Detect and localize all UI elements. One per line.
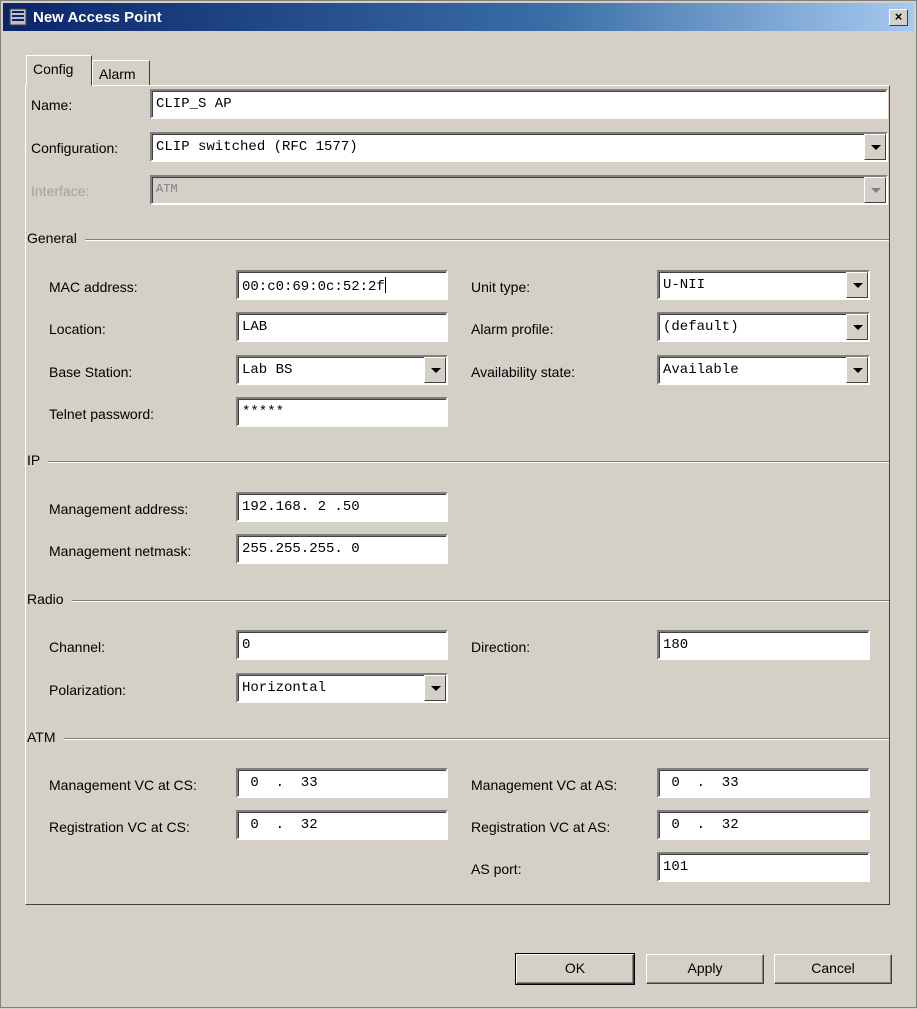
polarization-value: Horizontal	[242, 680, 327, 696]
direction-input[interactable]: 180	[657, 630, 870, 660]
location-label: Location:	[49, 321, 106, 337]
interface-select	[150, 175, 888, 205]
registration-vc-as-input[interactable]: 0 . 32	[657, 810, 870, 840]
telnet-password-input[interactable]: *****	[236, 397, 448, 427]
chevron-down-icon[interactable]	[864, 134, 886, 160]
ip-section	[27, 452, 889, 472]
mac-address-label: MAC address:	[49, 279, 138, 295]
management-netmask-input[interactable]: 255.255.255. 0	[236, 534, 448, 564]
direction-label: Direction:	[471, 639, 531, 655]
tab-alarm-label: Alarm	[99, 66, 136, 82]
configuration-select[interactable]	[150, 132, 888, 162]
mac-address-input[interactable]	[236, 270, 448, 300]
base-station-label: Base Station:	[49, 364, 133, 380]
base-station-select[interactable]	[236, 355, 448, 385]
general-title: General	[27, 230, 85, 246]
unit-type-label: Unit type:	[471, 279, 531, 295]
location-input[interactable]: LAB	[236, 312, 448, 342]
alarm-profile-label: Alarm profile:	[471, 321, 554, 337]
close-icon: ×	[894, 9, 903, 24]
chevron-down-icon[interactable]	[846, 272, 868, 298]
channel-input[interactable]: 0	[236, 630, 448, 660]
ok-button[interactable]: OK	[516, 954, 634, 984]
mac-address-value: 00:c0:69:0c:52:2f	[242, 279, 385, 295]
chevron-down-icon[interactable]	[424, 357, 446, 383]
registration-vc-cs-input[interactable]: 0 . 32	[236, 810, 448, 840]
atm-title: ATM	[27, 729, 64, 745]
window-title: New Access Point	[33, 9, 162, 26]
chevron-down-icon	[864, 177, 886, 203]
name-input[interactable]: CLIP_S AP	[150, 89, 888, 119]
radio-section	[27, 591, 889, 611]
telnet-password-label: Telnet password:	[49, 406, 155, 422]
interface-value: ATM	[156, 182, 178, 196]
chevron-down-icon[interactable]	[424, 675, 446, 701]
configuration-label: Configuration:	[31, 140, 119, 156]
general-section	[27, 230, 889, 250]
chevron-down-icon[interactable]	[846, 357, 868, 383]
management-vc-as-label: Management VC at AS:	[471, 777, 618, 793]
as-port-label: AS port:	[471, 861, 522, 877]
alarm-profile-value: (default)	[663, 319, 739, 335]
availability-state-label: Availability state:	[471, 364, 576, 380]
channel-label: Channel:	[49, 639, 106, 655]
apply-button[interactable]: Apply	[646, 954, 764, 984]
configuration-value: CLIP switched (RFC 1577)	[156, 139, 358, 155]
name-label: Name:	[31, 97, 73, 113]
registration-vc-cs-label: Registration VC at CS:	[49, 819, 190, 835]
chevron-down-icon[interactable]	[846, 314, 868, 340]
ip-title: IP	[27, 452, 48, 468]
management-vc-as-input[interactable]: 0 . 33	[657, 768, 870, 798]
unit-type-value: U-NII	[663, 277, 706, 293]
management-address-label: Management address:	[49, 501, 189, 517]
interface-label: Interface:	[31, 183, 90, 199]
availability-state-select[interactable]	[657, 355, 870, 385]
base-station-value: Lab BS	[242, 362, 293, 378]
cancel-button[interactable]: Cancel	[774, 954, 892, 984]
registration-vc-as-label: Registration VC at AS:	[471, 819, 611, 835]
atm-section	[27, 729, 889, 749]
management-vc-cs-input[interactable]: 0 . 33	[236, 768, 448, 798]
tab-config-label: Config	[33, 61, 74, 77]
management-address-input[interactable]: 192.168. 2 .50	[236, 492, 448, 522]
polarization-label: Polarization:	[49, 682, 127, 698]
management-netmask-label: Management netmask:	[49, 543, 192, 559]
unit-type-select[interactable]	[657, 270, 870, 300]
availability-state-value: Available	[663, 362, 739, 378]
management-vc-cs-label: Management VC at CS:	[49, 777, 197, 793]
radio-title: Radio	[27, 591, 72, 607]
polarization-select[interactable]	[236, 673, 448, 703]
alarm-profile-select[interactable]	[657, 312, 870, 342]
as-port-input[interactable]: 101	[657, 852, 870, 882]
